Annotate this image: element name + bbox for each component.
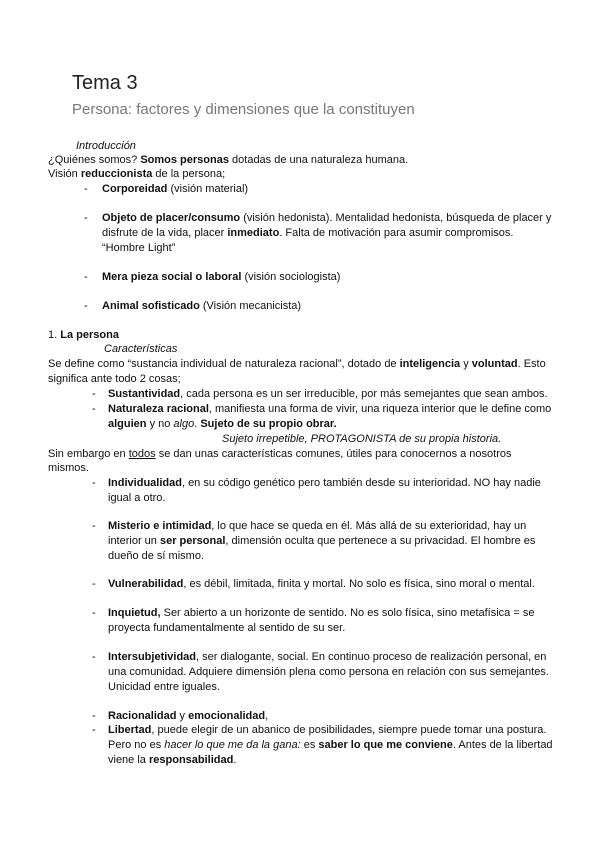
- intro-item-corporeidad: Corporeidad (visión material): [102, 183, 249, 195]
- bullet-dash: -: [92, 724, 96, 736]
- bullet-dash: -: [84, 183, 88, 195]
- item-sustantividad: Sustantividad, cada persona es un ser irreducible, por más semejantes que sean ambos.: [108, 388, 548, 400]
- intro-vision: Visión reduccionista de la persona;: [48, 168, 226, 180]
- bullet-dash: -: [92, 388, 96, 400]
- page-subtitle: Persona: factores y dimensiones que la constituyen: [72, 101, 415, 118]
- feature-vulnerabilidad: Vulnerabilidad, es débil, limitada, finita y mortal. No solo es física, sino moral o mental.: [108, 578, 535, 590]
- intro-heading: Introducción: [76, 140, 136, 152]
- item-naturaleza: Naturaleza racional, manifiesta una forma de vivir, una riqueza interior que le define como alguien y no algo. Sujeto de su propio obrar.: [108, 403, 552, 430]
- section-heading: 1. La persona: [48, 329, 119, 341]
- common-intro-line-1: Sin embargo en todos se dan unas características comunes, útiles para conocernos a nosotros: [48, 448, 512, 460]
- bullet-dash: -: [92, 578, 96, 590]
- feature-individualidad: Individualidad, en su código genético pero también desde su interioridad. NO hay nadie igual a otro.: [108, 477, 541, 504]
- bullet-dash: -: [84, 300, 88, 312]
- common-intro-line-2: mismos.: [48, 462, 89, 474]
- feature-racionalidad: Racionalidad y emocionalidad,: [108, 710, 269, 722]
- bullet-dash: -: [92, 477, 96, 489]
- intro-item-animal: Animal sofisticado (Visión mecanicista): [102, 300, 302, 312]
- section-subheading: Características: [104, 343, 178, 355]
- feature-libertad: Libertad, puede elegir de un abanico de posibilidades, siempre puede tomar una postura. Pero no es hacer lo que me da la gana: es saber lo que me conviene. Antes de la libertad viene la responsabilidad.: [108, 724, 553, 766]
- intro-item-pieza: Mera pieza social o laboral (visión sociologista): [102, 271, 341, 283]
- feature-inquietud: Inquietud, Ser abierto a un horizonte de sentido. No es solo física, sino metafísica = se proyecta fundamentalmente al sentido de su ser.: [108, 607, 535, 634]
- intro-question: ¿Quiénes somos? Somos personas dotadas de una naturaleza humana.: [48, 154, 409, 166]
- feature-misterio: Misterio e intimidad, lo que hace se queda en él. Más allá de su exterioridad, hay un interior un ser personal, dimensión oculta que pertenece a su privacidad. El hombre es dueño de sí mismo.: [108, 520, 536, 562]
- bullet-dash: -: [92, 520, 96, 532]
- page-title: Tema 3: [72, 72, 138, 94]
- definition-line-1: Se define como “sustancia individual de naturaleza racional”, dotado de inteligencia y voluntad. Esto: [48, 358, 546, 370]
- bullet-dash: -: [92, 607, 96, 619]
- definition-line-2: significa ante todo 2 cosas;: [48, 373, 181, 385]
- bullet-dash: -: [92, 651, 96, 663]
- bullet-dash: -: [84, 212, 88, 224]
- bullet-dash: -: [92, 710, 96, 722]
- bullet-dash: -: [92, 403, 96, 415]
- bullet-dash: -: [84, 271, 88, 283]
- subject-note: Sujeto irrepetible, PROTAGONISTA de su propia historia.: [222, 433, 502, 445]
- intro-item-placer: Objeto de placer/consumo (visión hedonista). Mentalidad hedonista, búsqueda de placer y disfrute de la vida, placer inmediato. Falta de motivación para asumir compromisos. “Hombre Light”: [102, 212, 552, 254]
- feature-intersubjetividad: Intersubjetividad, ser dialogante, social. En continuo proceso de realización personal, en una comunidad. Adquiere dimensión plena como persona en relación con sus semejantes. Unicidad entre iguales.: [108, 651, 549, 693]
